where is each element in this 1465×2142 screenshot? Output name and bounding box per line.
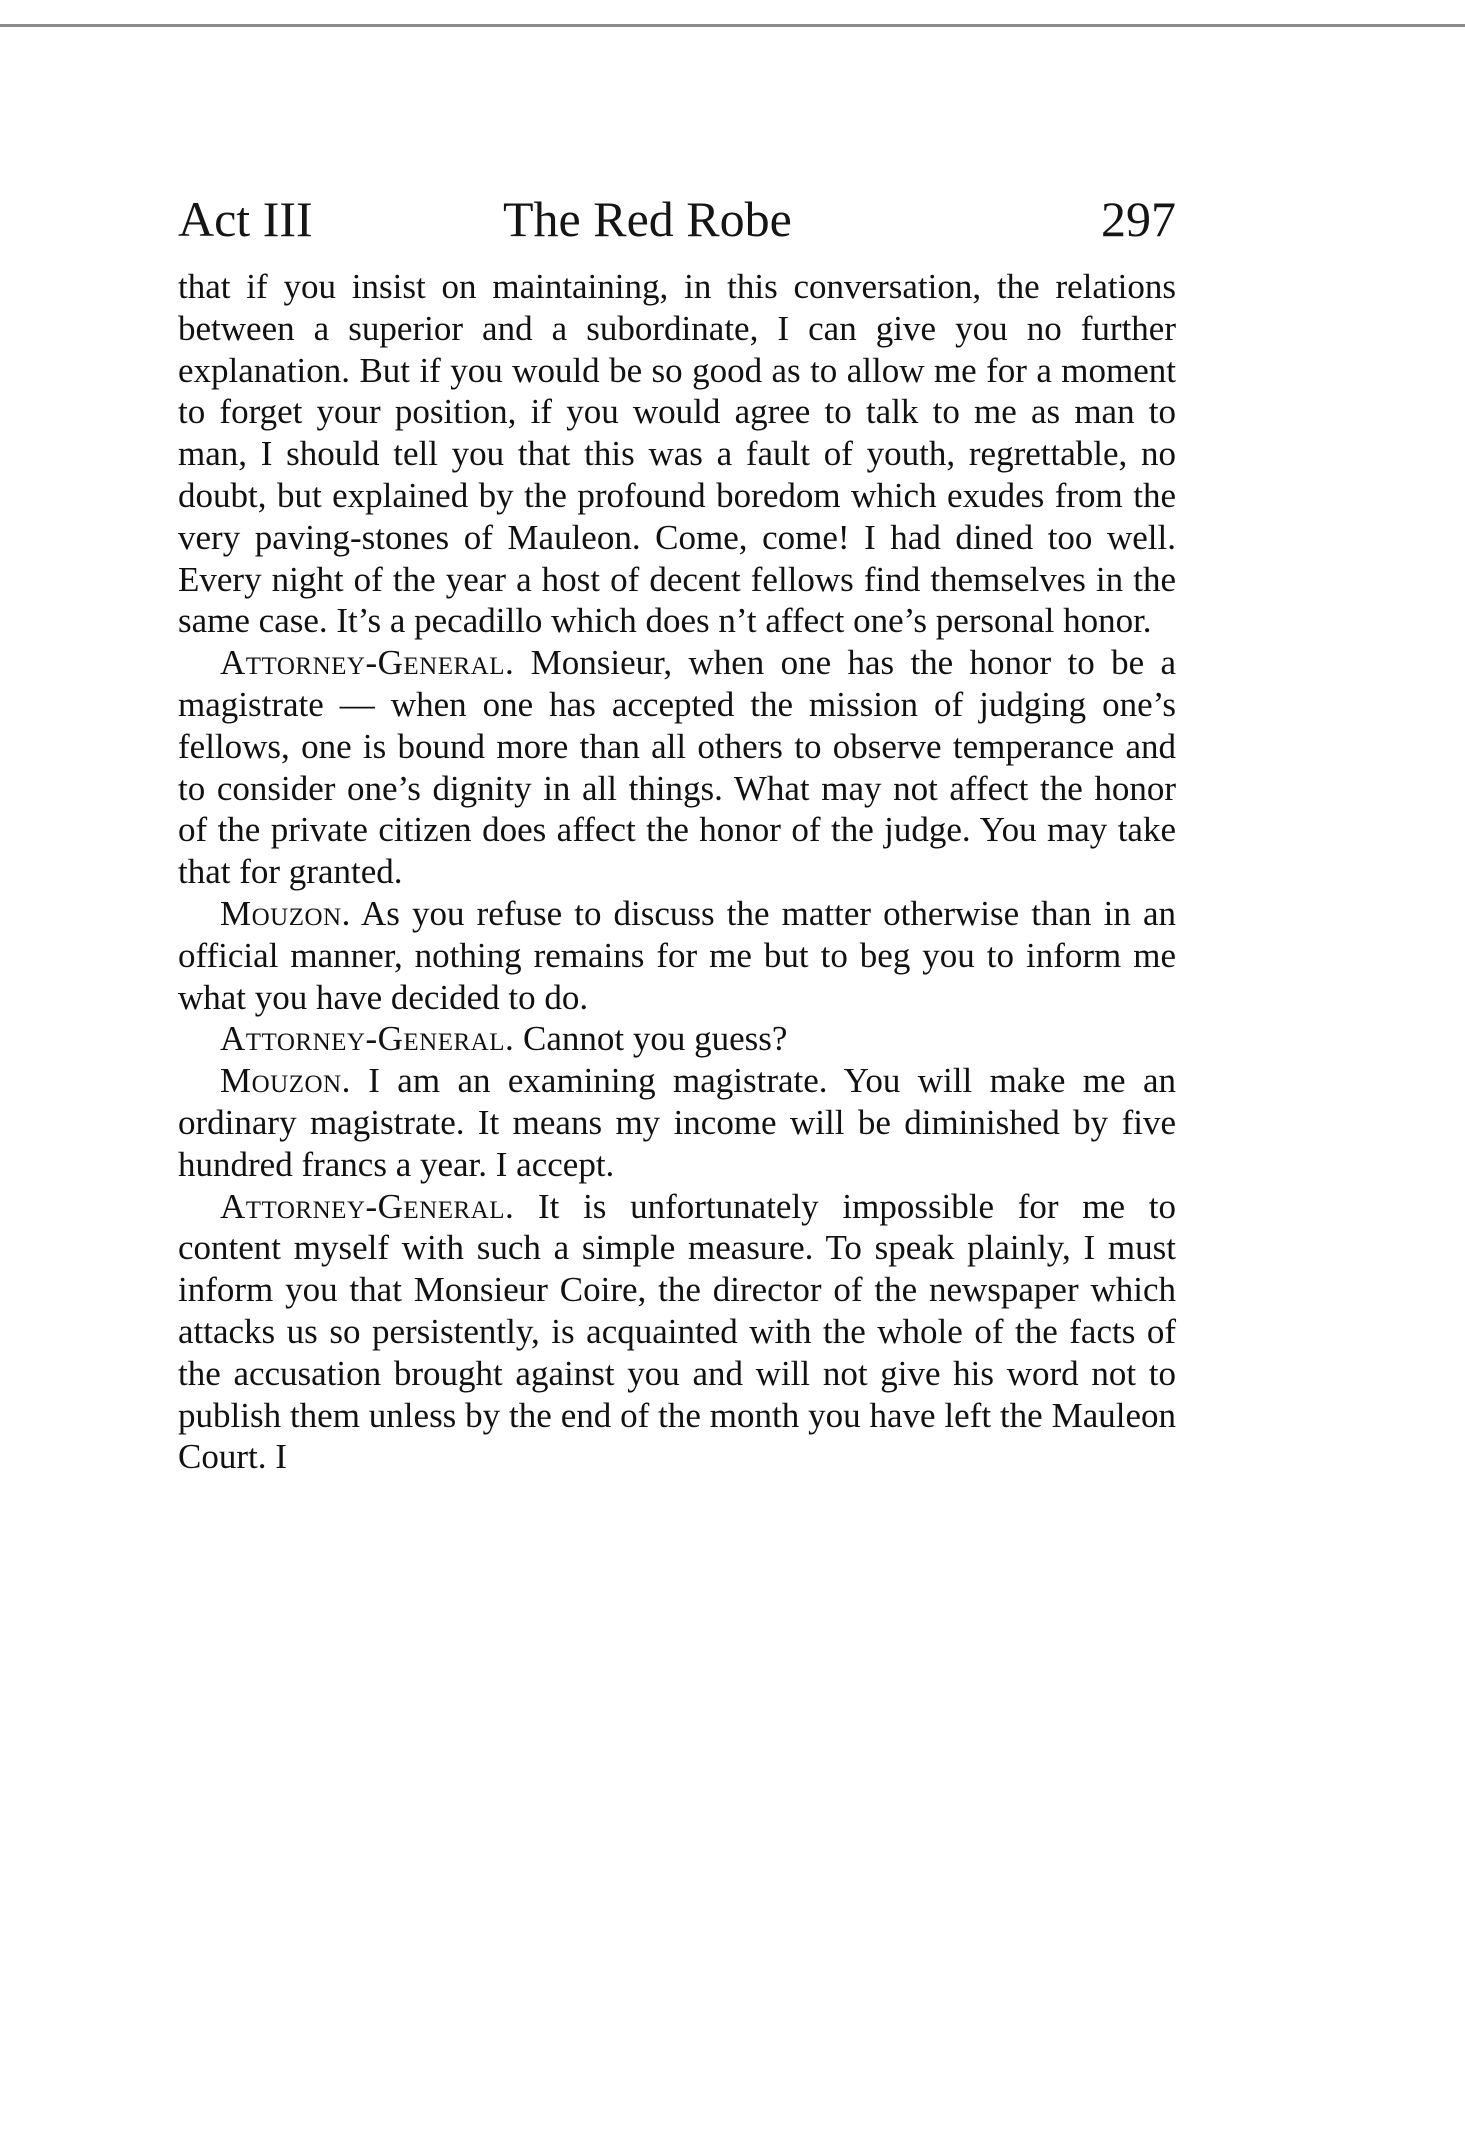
speaker-name: Attorney-General. (220, 1186, 515, 1226)
top-edge-rule (0, 24, 1465, 27)
paragraph-text: that if you insist on maintaining, in this conversation, the relations between a superior and a subordinate, I can give you no further explanation. But if you would be so good as to allow me for a moment to forget your position, if you would agree to talk to me as man to man, I should tell you that this was a fault of youth, regrettable, no doubt, but explained by the profound boredom which exudes from the very paving-stones of Mauleon. Come, come! I had dined too well. Every night of the year a host of decent fellows find themselves in the same case. It’s a pecadillo which does n’t affect one’s personal honor. (178, 267, 1176, 641)
speaker-name: Attorney-General. (220, 643, 515, 683)
speech-paragraph (178, 1060, 1176, 1185)
speech-paragraph (178, 893, 1176, 1018)
speech-text: Monsieur, when one has the honor to be a magistrate — when one has accepted the mission of judging one’s fellows, one is bound more than all others to observe temperance and to consider one’s dignity in all things. What may not affect the honor of the private citizen does affect the honor of the judge. You may take that for granted. (178, 643, 1177, 892)
body-text (178, 266, 1176, 1478)
speech-paragraph (178, 1186, 1176, 1479)
speech-text: Cannot you guess? (523, 1019, 788, 1059)
page-number: 297 (1101, 191, 1176, 247)
paragraph-continuation (178, 266, 1176, 642)
speaker-name: Mouzon. (220, 1061, 351, 1101)
running-head (178, 180, 1176, 258)
book-page (178, 180, 1176, 1478)
speech-text: It is unfortunately impossible for me to content myself with such a simple measure. To speak plainly, I must inform you that Monsieur Coire, the director of the newspaper which attacks us so persistently, is acquainted with the whole of the facts of the accusation brought against you and will not give his word not to publish them unless by the end of the month you have left the Mauleon Court. I (178, 1186, 1176, 1477)
speech-text: I am an examining magistrate. You will make me an ordinary magistrate. It means my income will be diminished by five hundred francs a year. I accept. (178, 1061, 1176, 1184)
running-head-title: The Red Robe (503, 191, 792, 247)
speech-paragraph (178, 642, 1176, 893)
speech-paragraph (178, 1018, 1176, 1060)
speaker-name: Mouzon. (220, 893, 351, 933)
speaker-name: Attorney-General. (220, 1019, 515, 1059)
running-head-act: Act III (178, 191, 313, 247)
speech-text: As you refuse to discuss the matter otherwise than in an official manner, nothing remains for me but to beg you to inform me what you have decided to do. (178, 893, 1176, 1017)
